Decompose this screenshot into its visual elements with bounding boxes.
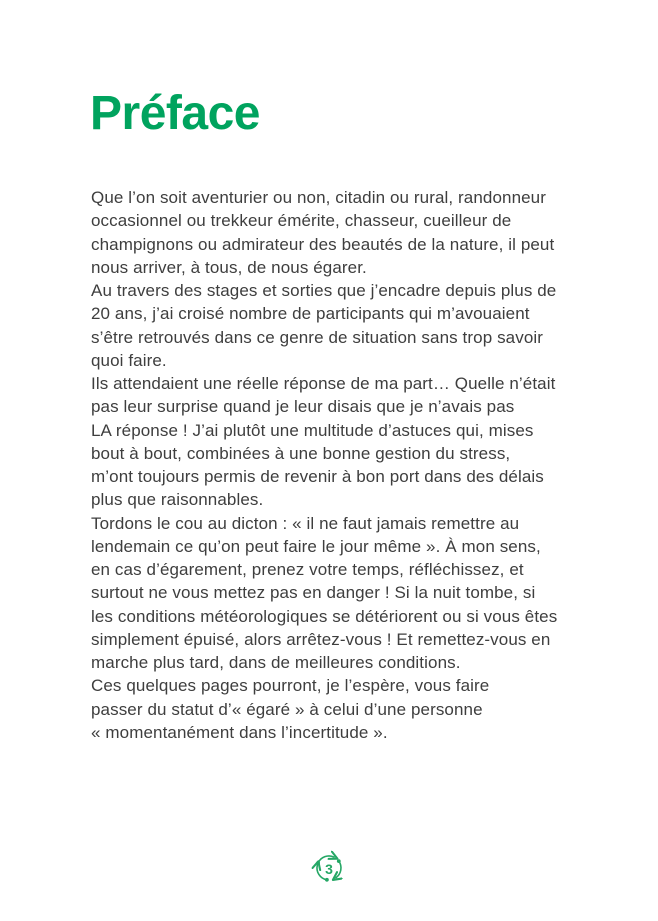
cycle-arrows-icon — [309, 848, 349, 888]
text-line: surtout ne vous mettez pas en danger ! Si la nuit tombe, si — [91, 583, 536, 603]
text-line: m’ont toujours permis de revenir à bon port dans des délais — [91, 467, 544, 486]
text-line: champignons ou admirateur des beautés de la nature, il peut — [91, 234, 555, 254]
text-line: pas leur surprise quand je leur disais que je n’avais pas — [91, 397, 515, 417]
text-line: occasionnel ou trekkeur émérite, chasseur, cueilleur de — [91, 211, 512, 231]
text-line: bout à bout, combinées à une bonne gestion du stress, — [91, 443, 511, 463]
text-line: Ces quelques pages pourront, je l’espère, vous faire — [91, 676, 490, 696]
text-line: quoi faire. — [91, 350, 167, 370]
text-line: Que l’on soit aventurier ou non, citadin ou rural, randonneur — [91, 188, 546, 207]
text-line: LA réponse ! J’ai plutôt une multitude d’astuces qui, mises — [91, 420, 534, 440]
text-line: marche plus tard, dans de meilleures conditions. — [91, 653, 461, 672]
text-line: lendemain ce qu’on peut faire le jour même ». À mon sens, — [91, 536, 541, 556]
text-line: les conditions météorologiques se détériorent ou si vous êtes — [91, 606, 558, 626]
text-line: nous arriver, à tous, de nous égarer. — [91, 257, 367, 277]
text-line: simplement épuisé, alors arrêtez-vous ! Et remettez-vous en — [91, 629, 551, 649]
text-line: Au travers des stages et sorties que j’encadre depuis plus de — [91, 281, 557, 300]
text-line: « momentanément dans l’incertitude ». — [91, 722, 388, 742]
text-line: Ils attendaient une réelle réponse de ma part… Quelle n’était — [91, 374, 556, 393]
text-line: Tordons le cou au dicton : « il ne faut jamais remettre au — [91, 513, 520, 533]
preface-text — [91, 186, 591, 744]
text-line: s’être retrouvés dans ce genre de situation sans trop savoir — [91, 327, 544, 347]
page-title: Préface — [90, 87, 260, 140]
text-line: 20 ans, j’ai croisé nombre de participants qui m’avouaient — [91, 304, 530, 324]
text-line: en cas d’égarement, prenez votre temps, réfléchissez, et — [91, 560, 524, 579]
page-number-badge — [309, 848, 349, 888]
page-number: 3 — [325, 861, 333, 877]
text-line: passer du statut d’« égaré » à celui d’une personne — [91, 699, 483, 719]
text-line: plus que raisonnables. — [91, 490, 264, 510]
